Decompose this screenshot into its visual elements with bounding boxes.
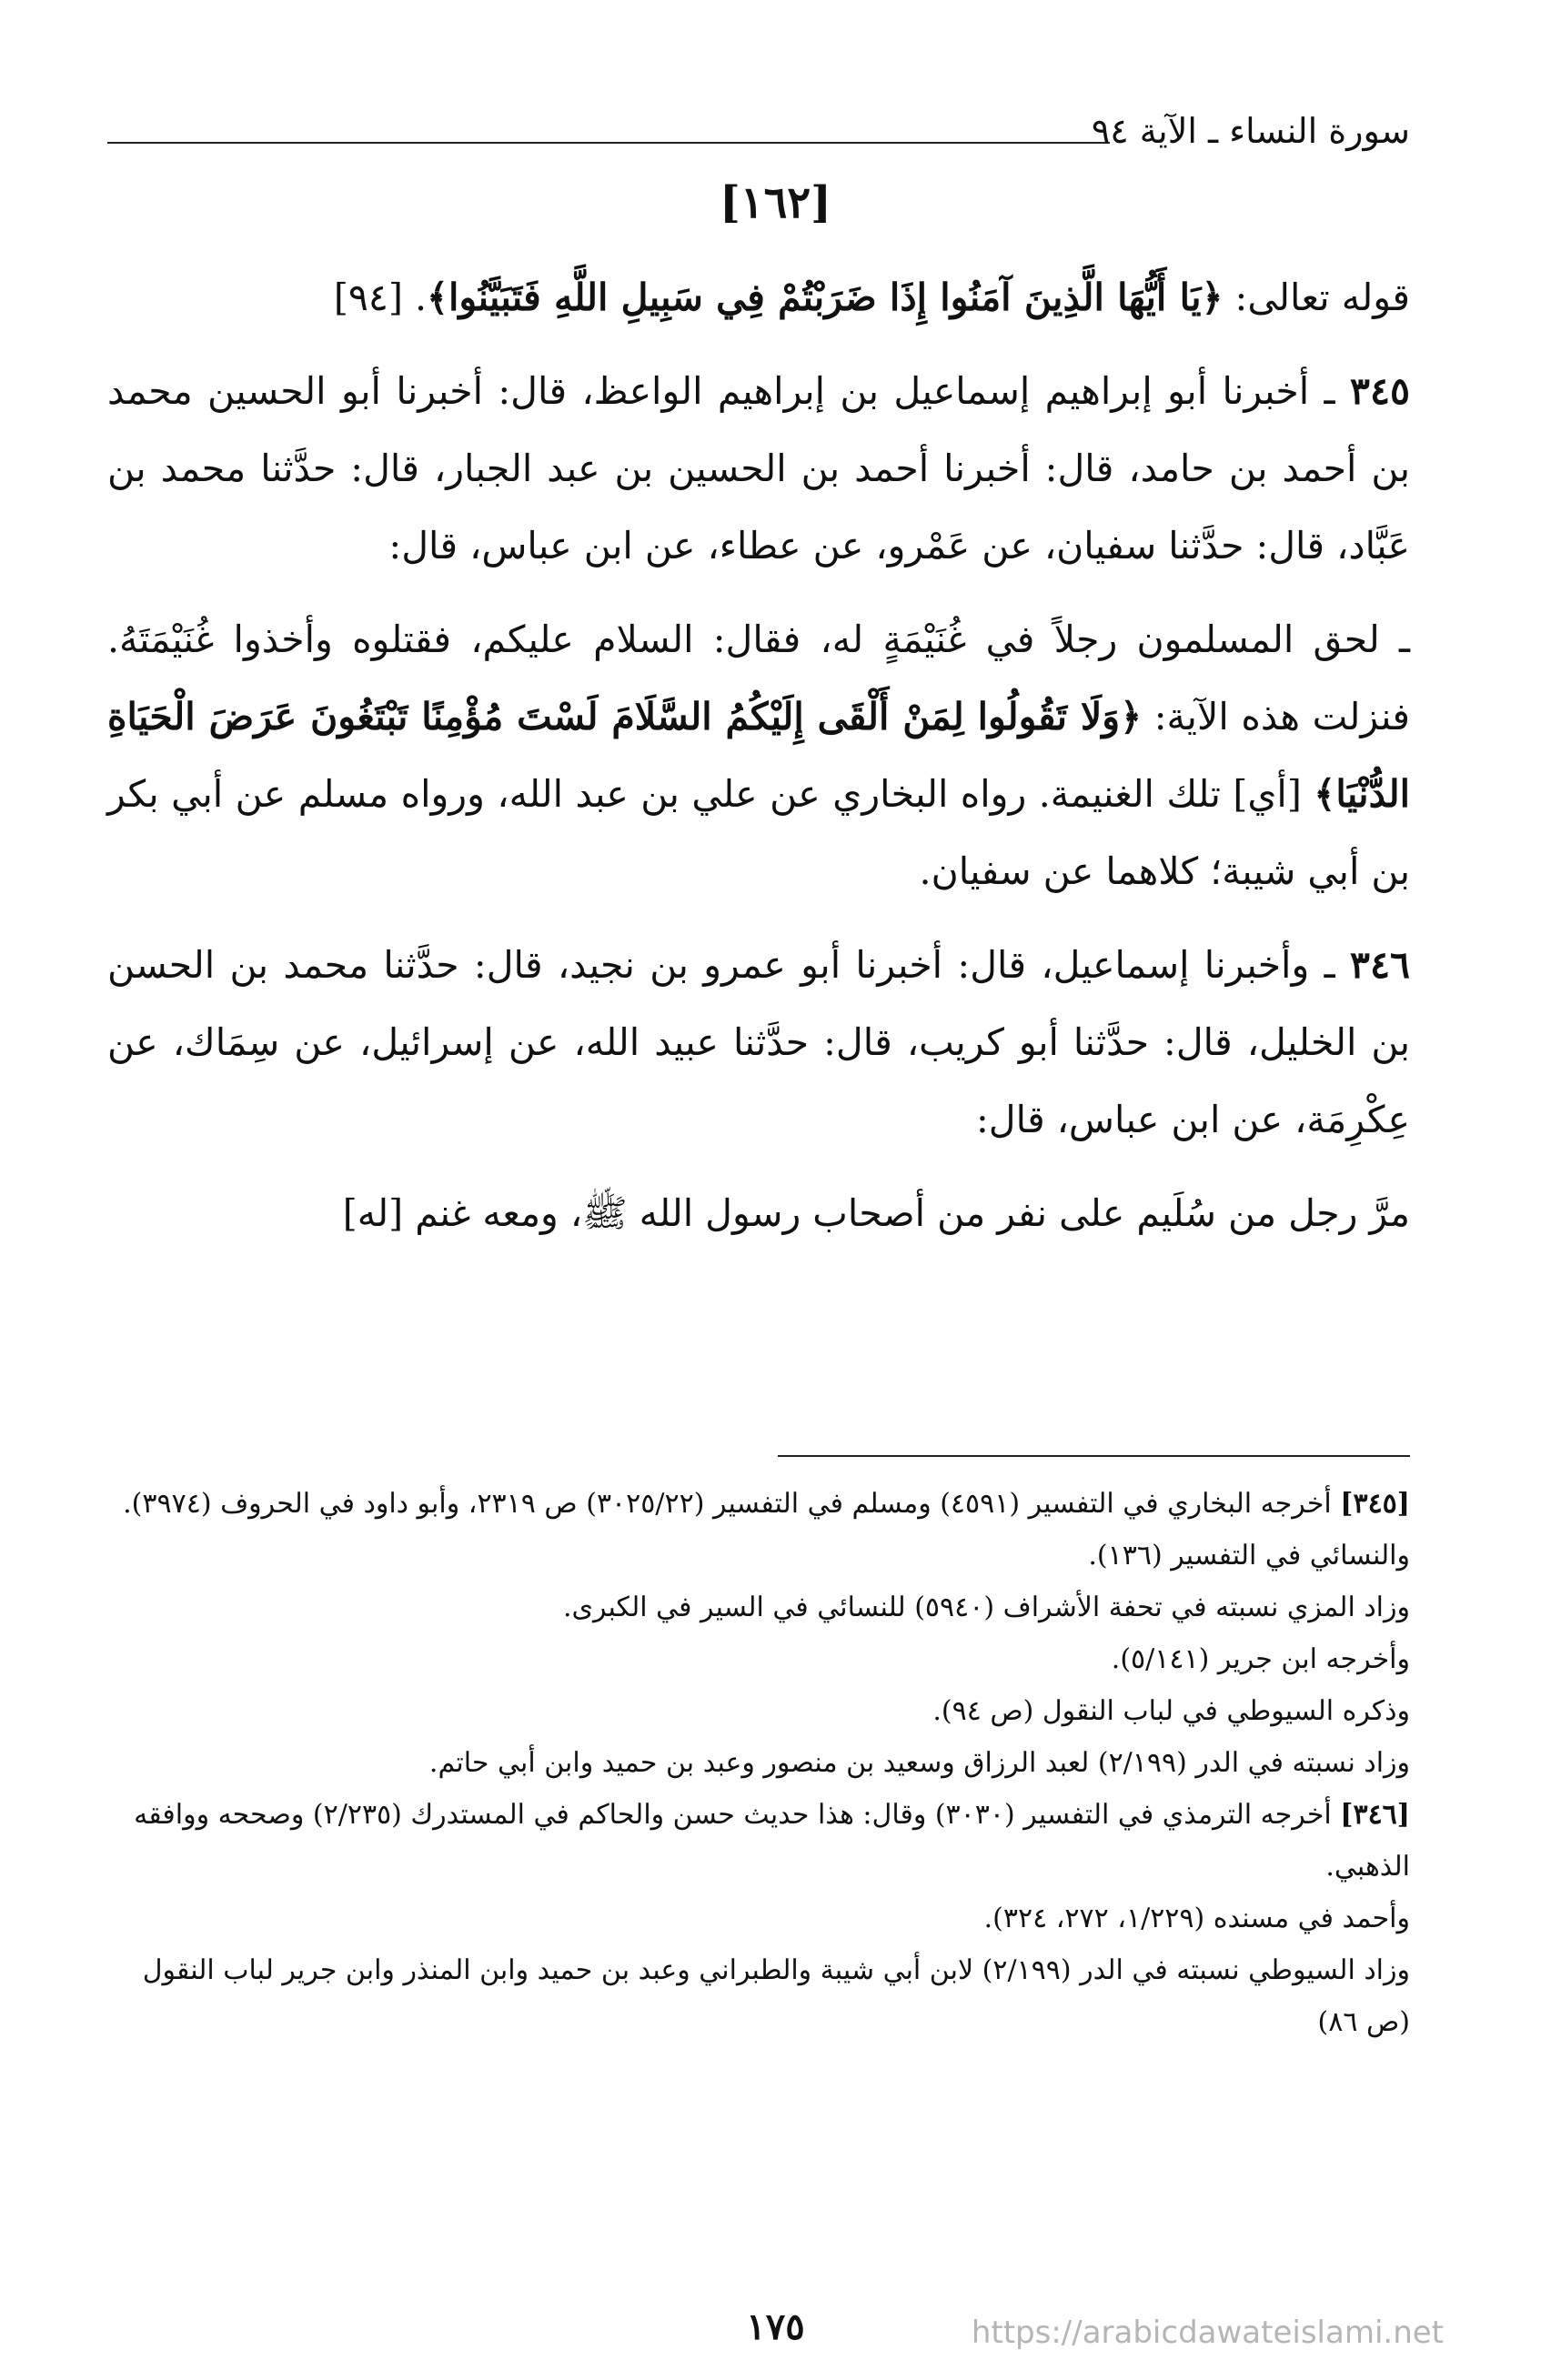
quranic-verse: ﴿وَلَا تَقُولُوا لِمَنْ أَلْقَى إِلَيْكُمُ السَّلَامَ لَسْتَ مُؤْمِنًا تَبْتَغُونَ عَرَضَ الْحَيَاةِ الدُّنْيَا﴾: [107, 695, 1410, 816]
footnote-text: وزاد نسبته في الدر (٢/١٩٩) لعبد الرزاق وسعيد بن منصور وعبد بن حميد وابن أبي حاتم.: [428, 1747, 1410, 1779]
footnote-text: وذكره السيوطي في لباب النقول (ص ٩٤).: [932, 1695, 1410, 1727]
footnote: [107, 1893, 1410, 1944]
header-title: سورة النساء ـ الآية ٩٤: [1091, 111, 1410, 151]
footnote-text: وزاد السيوطي نسبته في الدر (٢/١٩٩) لابن أبي شيبة والطبراني وعبد بن حميد وابن المنذر وابن جرير لباب النقول (ص ٨٦): [142, 1954, 1410, 2038]
quranic-verse: ﴿يَا أَيُّهَا الَّذِينَ آمَنُوا إِذَا ضَرَبْتُمْ فِي سَبِيلِ اللَّهِ فَتَبَيَّنُوا﴾: [427, 276, 1224, 319]
isnad-text: ـ وأخبرنا إسماعيل، قال: أخبرنا أبو عمرو بن نجيد، قال: حدَّثنا محمد بن الحسن بن الخليل، قال: حدَّثنا أبو كريب، قال: حدَّثنا عبيد الله، عن إسرائيل، عن سِمَاك، عن عِكْرِمَة، عن ابن عباس، قال:: [107, 943, 1410, 1141]
footnote: [107, 1582, 1410, 1633]
footnote-text: أخرجه الترمذي في التفسير (٣٠٣٠) وقال: هذا حديث حسن والحاكم في المستدرك (٢/٢٣٥) وصححه ووافقه الذهبي.: [134, 1799, 1410, 1883]
footnote: [107, 1685, 1410, 1737]
footnote-text: وزاد المزي نسبته في تحفة الأشراف (٥٩٤٠) للنسائي في السير في الكبرى.: [562, 1592, 1410, 1623]
footnote-rule: [778, 1455, 1410, 1457]
footnote: [107, 1789, 1410, 1893]
footnote: [107, 1737, 1410, 1789]
hadith-text: ـ لحق المسلمون رجلاً في غُنَيْمَةٍ له، فقال: السلام عليكم، فقتلوه وأخذوا غُنَيْمَتَهُ. فنزلت هذه الآية:: [107, 618, 1410, 738]
footnote-text: وأخرجه ابن جرير (٥/١٤١).: [1111, 1643, 1410, 1675]
footnote: [107, 1633, 1410, 1685]
isnad-text: ـ أخبرنا أبو إبراهيم إسماعيل بن إبراهيم الواعظ، قال: أخبرنا أبو الحسين محمد بن أحمد بن حامد، قال: أخبرنا أحمد بن الحسين بن عبد الجبار، قال: حدَّثنا محمد بن عَبَّاد، قال: حدَّثنا سفيان، عن عَمْرو، عن عطاء، عن ابن عباس، قال:: [107, 369, 1410, 567]
footnote-text: والنسائي في التفسير (١٣٦).: [1088, 1540, 1410, 1572]
footnote-label: [٣٤٦]: [1340, 1799, 1410, 1831]
running-header: [107, 107, 1410, 162]
hadith-number: ٣٤٥: [1349, 369, 1410, 413]
section-number: [١٦٢]: [720, 177, 831, 228]
footnote: [107, 1944, 1410, 2048]
hadith-346-text: مرَّ رجل من سُلَيم على نفر من أصحاب رسول الله ﷺ، ومعه غنم [له]: [342, 1191, 1410, 1235]
footnotes: [107, 1478, 1410, 2048]
page-number: ١٧٥: [746, 2305, 805, 2348]
verse-intro: [107, 259, 1410, 336]
watermark: https://arabicdawateislami.net: [971, 2315, 1444, 2351]
footnote-label: [٣٤٥]: [1340, 1488, 1410, 1520]
footnote: [107, 1478, 1410, 1530]
footnote-text: وأحمد في مسنده (١/٢٢٩، ٢٧٢، ٣٢٤).: [983, 1903, 1410, 1934]
hadith-number: ٣٤٦: [1349, 943, 1410, 987]
hadith-346-isnad: [107, 927, 1410, 1159]
hadith-345-text: [107, 601, 1410, 910]
footnote: [107, 1530, 1410, 1582]
verse-intro-lead: قوله تعالى:: [1223, 276, 1410, 319]
header-rule: [107, 142, 1110, 144]
footnote-text: أخرجه البخاري في التفسير (٤٥٩١) ومسلم في التفسير (٣٠٢٥/٢٢) ص ٢٣١٩، وأبو داود في الحروف (٣٩٧٤).: [123, 1488, 1341, 1520]
hadith-text: [أي] تلك الغنيمة. رواه البخاري عن علي بن عبد الله، ورواه مسلم عن أبي بكر بن أبي شيبة؛ كلاهما عن سفيان.: [107, 772, 1410, 893]
verse-reference: . [٩٤]: [333, 276, 428, 319]
hadith-345-isnad: [107, 353, 1410, 585]
main-text: [107, 259, 1410, 1252]
